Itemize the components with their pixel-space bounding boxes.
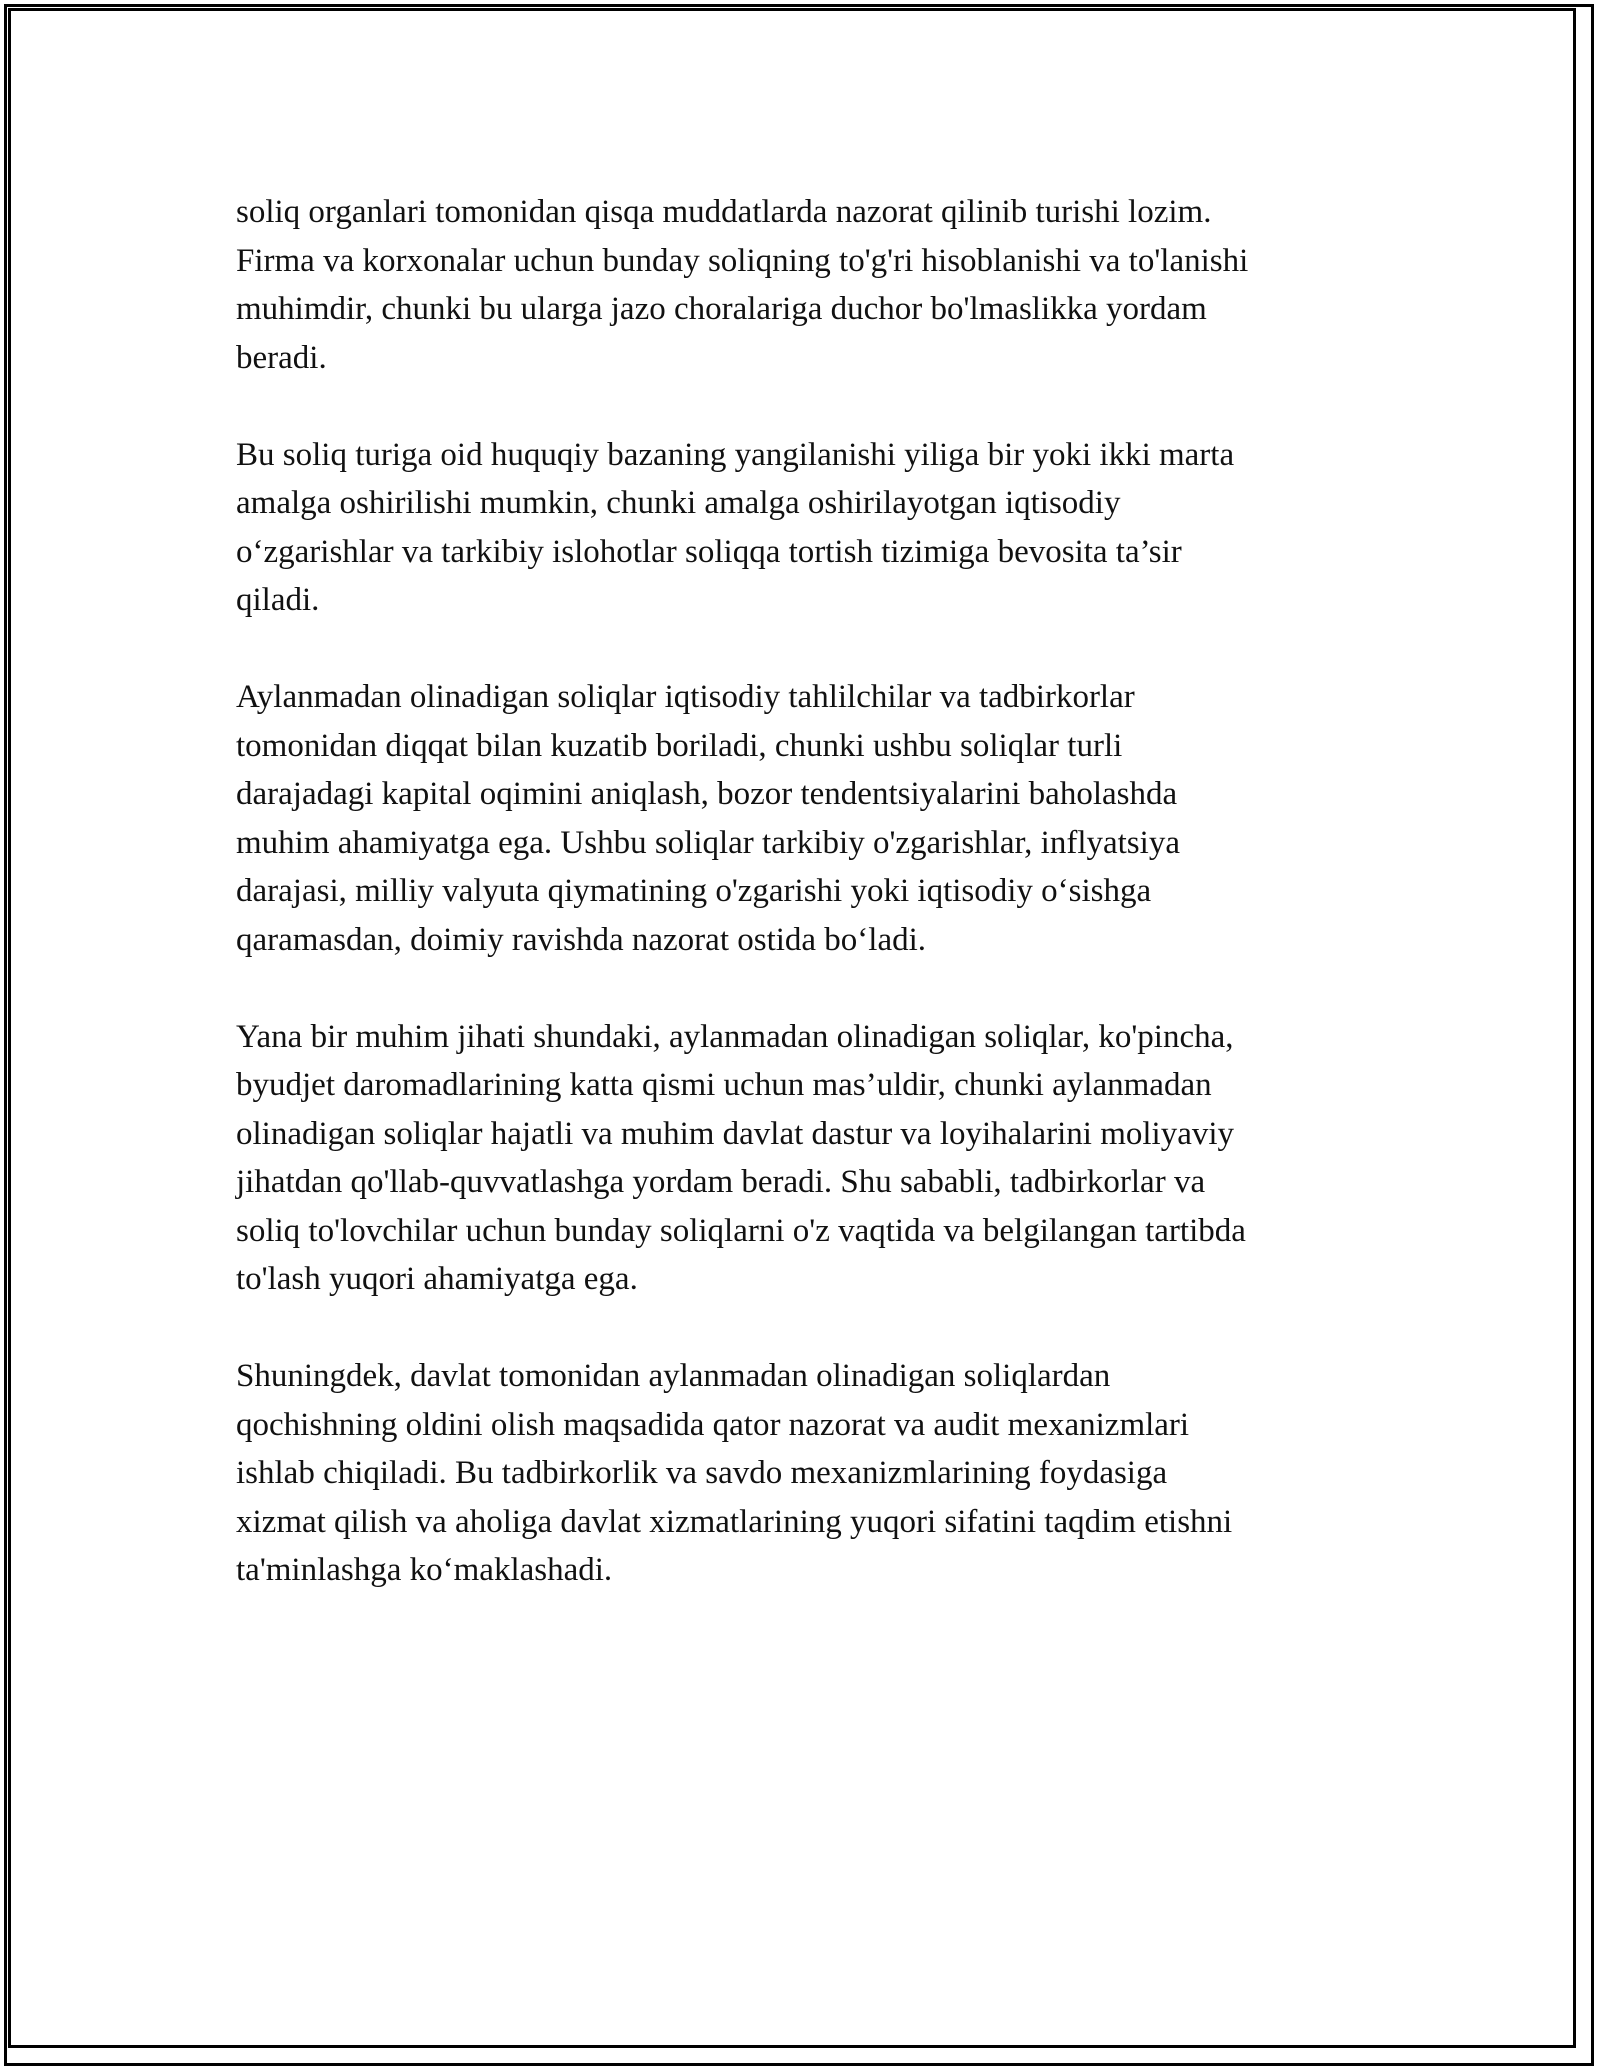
text-line: qaramasdan, doimiy ravishda nazorat ostida bo‘ladi. [236,921,927,958]
text-line: o‘zgarishlar va tarkibiy islohotlar soliqqa tortish tizimiga bevosita ta’sir [236,533,1182,570]
text-line: Aylanmadan olinadigan soliqlar iqtisodiy tahlilchilar va tadbirkorlar [236,679,1135,715]
text-line: byudjet daromadlarining katta qismi uchun mas’uldir, chunki aylanmadan [236,1067,1212,1103]
text-line: amalga oshirilishi mumkin, chunki amalga oshirilayotgan iqtisodiy [236,485,1121,521]
document-body [236,188,1366,1643]
text-line: Bu soliq turiga oid huquqiy bazaning yangilanishi yiliga bir yoki ikki marta [236,436,1235,473]
paragraph-4 [236,1013,1366,1304]
text-line: ishlab chiqiladi. Bu tadbirkorlik va savdo mexanizmlarining foydasiga [236,1455,1168,1491]
text-line: olinadigan soliqlar hajatli va muhim davlat dastur va loyihalarini moliyaviy [236,1115,1235,1152]
text-line: xizmat qilish va aholiga davlat xizmatlarining yuqori sifatini taqdim etishni [236,1503,1233,1540]
text-line: soliq organlari tomonidan qisqa muddatlarda nazorat qilinib turishi lozim. [236,194,1212,230]
text-line: muhim ahamiyatga ega. Ushbu soliqlar tarkibiy o'zgarishlar, inflyatsiya [236,824,1180,861]
text-line: qiladi. [236,582,320,618]
paragraph-3 [236,673,1366,964]
paragraph-2 [236,431,1366,625]
text-line: jihatdan qo'llab-quvvatlashga yordam beradi. Shu sababli, tadbirkorlar va [236,1164,1206,1200]
text-line: darajasi, milliy valyuta qiymatining o'zgarishi yoki iqtisodiy o‘sishga [236,873,1152,909]
text-line: to'lash yuqori ahamiyatga ega. [236,1261,638,1297]
paragraph-5 [236,1352,1366,1595]
text-line: Firma va korxonalar uchun bunday soliqning to'g'ri hisoblanishi va to'lanishi [236,242,1249,279]
text-line: Yana bir muhim jihati shundaki, aylanmadan olinadigan soliqlar, ko'pincha, [236,1018,1234,1055]
text-line: Shuningdek, davlat tomonidan aylanmadan olinadigan soliqlardan [236,1358,1111,1394]
text-line: beradi. [236,339,327,376]
text-line: qochishning oldini olish maqsadida qator nazorat va audit mexanizmlari [236,1406,1190,1443]
text-line: soliq to'lovchilar uchun bunday soliqlarni o'z vaqtida va belgilangan tartibda [236,1212,1246,1249]
paragraph-1 [236,188,1366,382]
text-line: ta'minlashga ko‘maklashadi. [236,1552,613,1588]
text-line: darajadagi kapital oqimini aniqlash, bozor tendentsiyalarini baholashda [236,776,1178,812]
text-line: muhimdir, chunki bu ularga jazo choralariga duchor bo'lmaslikka yordam [236,291,1207,327]
text-line: tomonidan diqqat bilan kuzatib boriladi, chunki ushbu soliqlar turli [236,727,1123,764]
